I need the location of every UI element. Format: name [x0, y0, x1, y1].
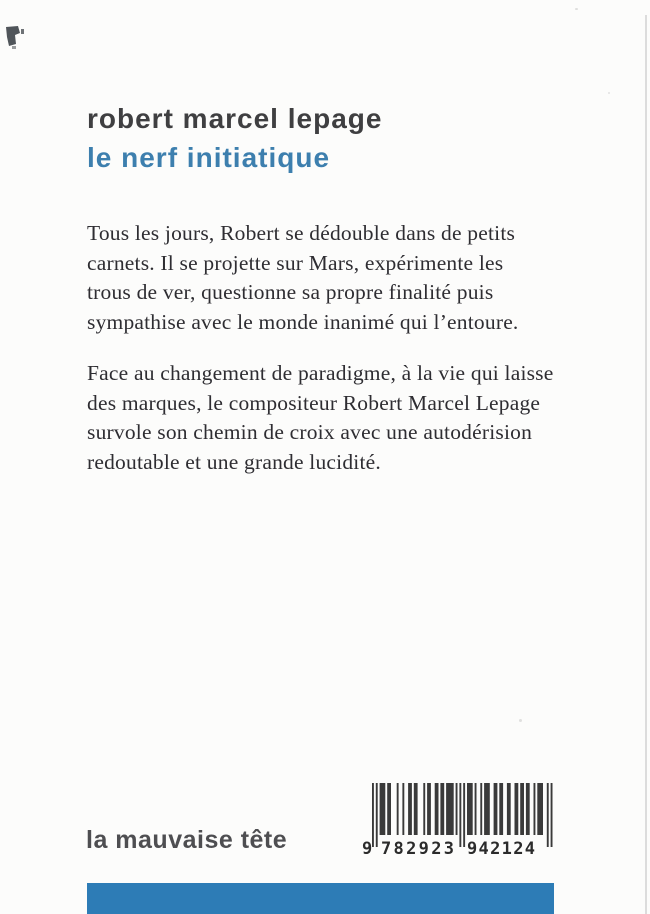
synopsis-line: redoutable et une grande lucidité. — [87, 449, 381, 474]
synopsis-line: sympathise avec le monde inanimé qui l’entoure. — [87, 309, 519, 334]
barcode-digits-right: 942124 — [467, 839, 535, 857]
barcode — [361, 783, 553, 857]
ean13-bars — [372, 783, 553, 847]
ink-smudge — [4, 25, 28, 51]
barcode-digits-left: 782923 — [381, 839, 454, 857]
synopsis-line: Tous les jours, Robert se dédouble dans de petits — [87, 221, 516, 245]
synopsis-line: des marques, le compositeur Robert Marcel Lepage — [87, 390, 541, 415]
bottom-color-band — [87, 883, 554, 914]
scan-speck — [519, 719, 522, 722]
scan-edge-line — [645, 15, 647, 914]
author-name: robert marcel lepage — [87, 103, 383, 134]
book-title: le nerf initiatique — [87, 142, 331, 173]
scan-speck — [575, 8, 578, 10]
synopsis-line: carnets. Il se projette sur Mars, expérimente les — [87, 250, 504, 275]
synopsis-line: Face au changement de paradigme, à la vie qui laisse — [87, 361, 554, 385]
publisher-name: la mauvaise tête — [86, 826, 288, 854]
synopsis-line: survole son chemin de croix avec une autodérision — [87, 420, 533, 444]
synopsis-paragraph-1 — [87, 219, 519, 337]
barcode-digit-first: 9 — [362, 839, 373, 857]
synopsis-paragraph-2 — [87, 359, 554, 477]
scan-speck — [608, 92, 610, 94]
synopsis-line: trous de ver, questionne sa propre finalité puis — [87, 280, 494, 304]
